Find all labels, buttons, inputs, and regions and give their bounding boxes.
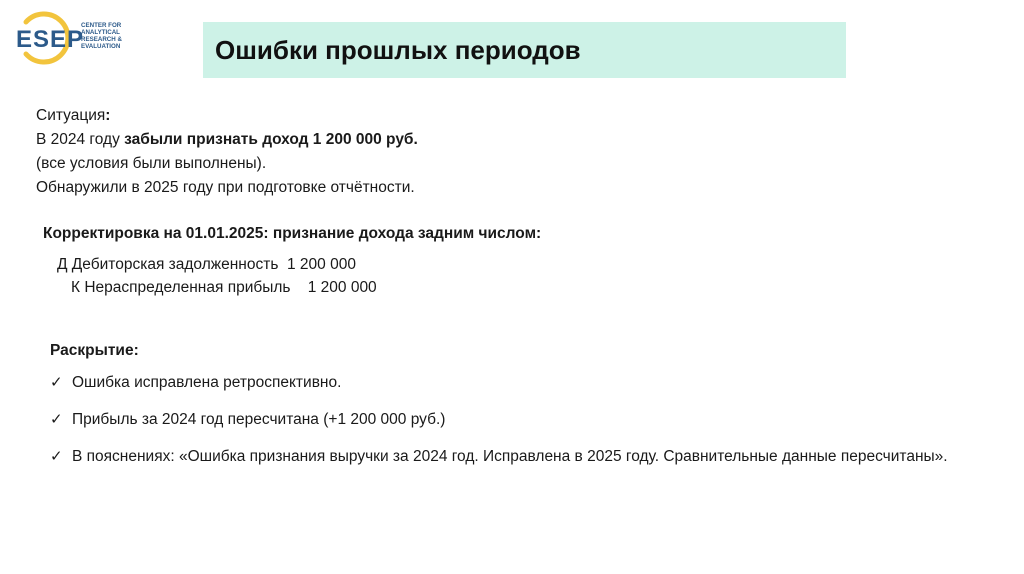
logo-sub-line: RESEARCH & [81, 36, 122, 43]
correction-title: Корректировка на 01.01.2025: признание дохода задним числом: [43, 225, 542, 242]
page-title: Ошибки прошлых периодов [215, 34, 581, 65]
checkmark-icon: ✓ [50, 448, 63, 465]
disclosure-list [50, 372, 980, 483]
list-item: ✓ В пояснениях: «Ошибка признания выручки за 2024 год. Исправлена в 2025 году. Сравнительные данные пересчитаны». [50, 446, 980, 468]
disclosure-title: Раскрытие: [50, 342, 139, 359]
logo-sub-line: CENTER FOR [81, 22, 122, 29]
situation-line-1: В 2024 году забыли признать доход 1 200 000 руб. [36, 131, 418, 148]
situation-label: Ситуация: [36, 107, 111, 124]
situation-block [36, 104, 418, 200]
checkmark-icon: ✓ [50, 374, 63, 391]
situation-line-3: Обнаружили в 2025 году при подготовке отчётности. [36, 179, 415, 196]
logo-main-text: ESEP [16, 26, 85, 53]
list-item: ✓ Прибыль за 2024 год пересчитана (+1 200 000 руб.) [50, 409, 980, 431]
esep-logo [12, 8, 152, 68]
logo-sub-line: ANALYTICAL [81, 29, 120, 36]
situation-line-2: (все условия были выполнены). [36, 155, 267, 172]
title-banner [203, 22, 846, 78]
credit-entry: К Нераспределенная прибыль 1 200 000 [71, 279, 377, 296]
checkmark-icon: ✓ [50, 411, 63, 428]
list-item: ✓ Ошибка исправлена ретроспективно. [50, 372, 980, 394]
logo-sub-line: EVALUATION [81, 43, 121, 50]
logo-subtitle [81, 22, 161, 50]
debit-entry: Д Дебиторская задолженность 1 200 000 [57, 256, 356, 273]
